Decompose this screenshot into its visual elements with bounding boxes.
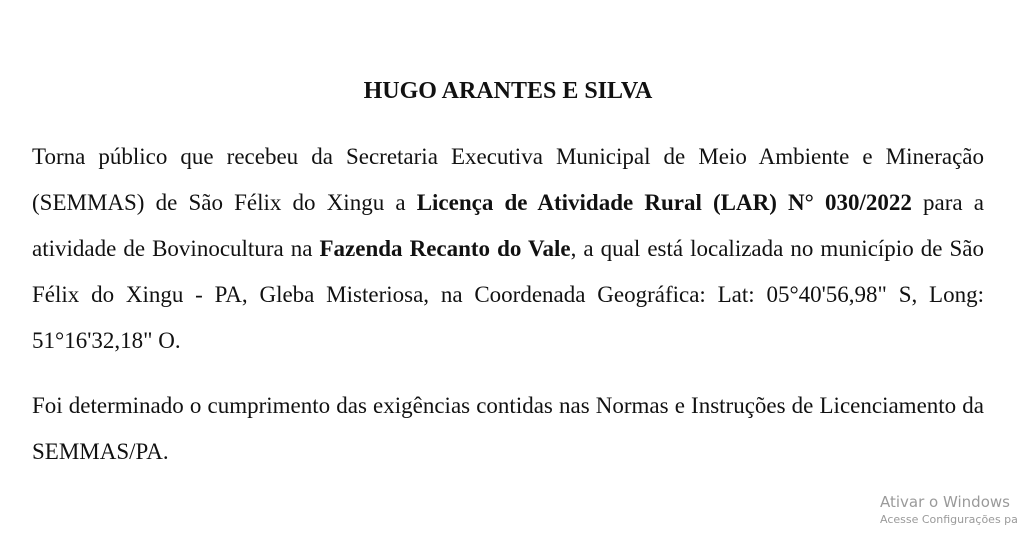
license-number: Licença de Atividade Rural (LAR) N° 030/2022 [416, 190, 912, 215]
paragraph-1-text-a: Torna público que recebeu da Secretaria Executiva Municipal de Meio Ambiente e Mineração (SEMMAS) de São Félix do Xingu a [32, 144, 984, 215]
watermark-subtitle: Acesse Configurações pa [880, 513, 1018, 526]
notice-title: HUGO ARANTES E SILVA [363, 78, 653, 104]
farm-name: Fazenda Recanto do Vale [319, 236, 571, 261]
notice-paragraph-1 [32, 134, 984, 364]
watermark-title: Ativar o Windows [880, 493, 1010, 511]
paragraph-1-text-c: , a qual está localizada no município de São Félix do Xingu - PA, Gleba Misteriosa, na Coordenada Geográfica: Lat: 05°40'56,98" S, Long: 51°16'32,18" O. [32, 236, 984, 353]
paragraph-1-text-b: para a atividade de Bovinocultura na [32, 190, 984, 261]
windows-activation-watermark [880, 492, 1018, 528]
notice-paragraph-2: Foi determinado o cumprimento das exigências contidas nas Normas e Instruções de Licenciamento da SEMMAS/PA. [32, 393, 984, 464]
